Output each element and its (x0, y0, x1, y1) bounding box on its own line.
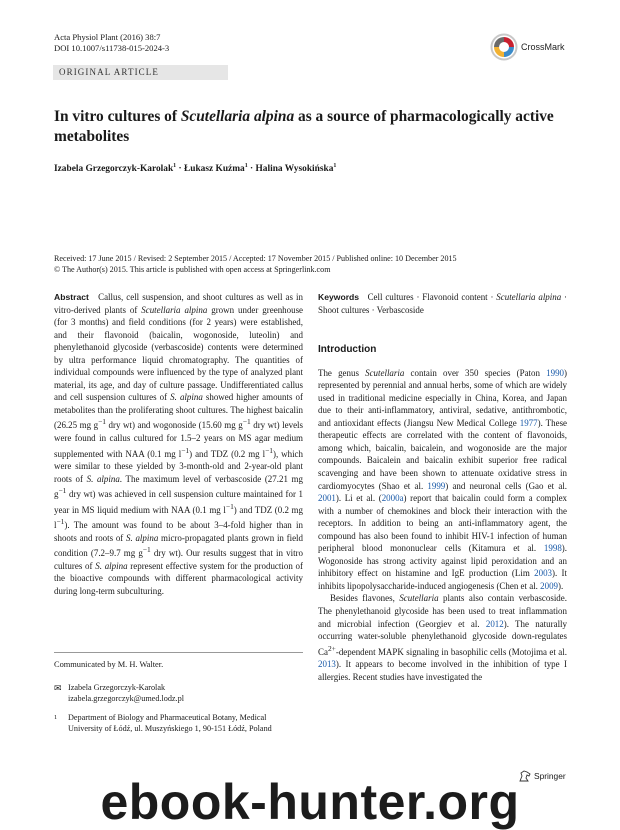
communicated-by: Communicated by M. H. Walter. (54, 660, 164, 669)
citation-link[interactable]: 1990 (546, 367, 565, 378)
footnote-divider (54, 652, 303, 653)
citation-link[interactable]: 2001 (318, 493, 336, 504)
author-name[interactable]: Izabela Grzegorczyk-Karolak (54, 164, 174, 175)
envelope-icon: ✉ (54, 683, 62, 693)
intro-paragraph: The genus Scutellaria contain over 350 species (Paton 1990) represented by perennial and annual herbs, some of which are widely used in traditional medicine especially in China, Korea, and Japan due to their anti-inflammatory, antiviral, sedative, antithrombotic, and antioxidant effects (Jiangsu New Medical College 1977). These therapeutic effects are correlated with the content of flavonoids, among which, baicalin, baicalein, and wogonoside are the major compounds. Baicalein and baicalin exhibit superior free radical scavenging and have been shown to attenuate oxidative stress in cardiomyocytes (Shao et al. 1999) and neuronal cells (Gao et al. 2001). Li et al. (2000a) report that baicalin could form a complex with a number of chemokines and block their interaction with the receptors. In addition to being an anti-inflammatory agent, the compound has also been found to inhibit HIV-1 infection of human peripheral blood mononuclear cells (Kitamura et al. 1998). Wogonoside has strong activity against lipid peroxidation and an inhibitory effect on histamine and IgE production (Lim 2003). It inhibits lipopolysaccharide-induced angiogenesis (Chen et al. 2009). (318, 367, 568, 591)
corresponding-author-name: Izabela Grzegorczyk-Karolak (68, 683, 166, 692)
author-name[interactable]: Łukasz Kuźma (184, 164, 245, 175)
citation-link[interactable]: 2003 (534, 568, 552, 579)
citation-link[interactable]: 2009 (540, 580, 559, 591)
citation-link[interactable]: 2013 (318, 659, 336, 670)
email-link[interactable]: izabela.grzegorczyk@umed.lodz.pl (68, 693, 184, 703)
citation-link[interactable]: 1977 (519, 417, 538, 428)
crossmark-icon (490, 33, 518, 61)
introduction-heading: Introduction (318, 344, 377, 356)
citation-link[interactable]: 1999 (427, 480, 446, 491)
journal-line: Acta Physiol Plant (2016) 38:7 (54, 32, 161, 42)
crossmark-badge[interactable] (490, 32, 600, 62)
abstract: Abstract Callus, cell suspension, and shoot cultures as well as in vitro-derived plants of Scutellaria alpina grown under greenhouse (for 3 months) and field conditions (for 2 years) were established, and their flavonoid (baicalin, wogonoside, luteolin) and phenylethanoid glycoside (verbascoside) contents were determined by ultra performance liquid chromatography. The quantities of individual compounds were influenced by the type of analyzed plant material, its age, and day of culture passage. Undifferentiated callus and cell suspension cultures of S. alpina showed higher amounts of metabolites than the proliferating shoot cultures. The highest baicalin (26.25 mg $g^{-1}$ dry wt) and wogonoside (15.60 mg $g^{-1}$ dry wt) levels were found in callus cultured for 1.5–2 years on MS agar medium supplemented with NAA (0.1 mg $l^{-1}$) and TDZ (0.2 mg $l^{-1}$), which were similar to these yielded by 3-month-old and 2-year-old plant roots of S. alpina. The maximum level of verbascoside (27.21 mg $g^{-1}$ dry wt) was achieved in cell suspension culture maintained for 1 year in MS liquid medium with NAA (0.1 mg $l^{-1}$) and TDZ (0.2 mg $l^{-1}$). The amount was found to be about 3–4-fold higher than in shoots and roots of S. alpina micro-propagated plants grown in field condition (7.2–9.7 mg $g^{-1}$ dry wt). Our results suggest that in vitro cultures of S. alpina represent effective system for the production of the bioactive compounds with different pharmacological activity during long-term subculturing. (54, 292, 304, 596)
author-name[interactable]: Halina Wysokińska (255, 164, 334, 175)
article-title: In vitro cultures of Scutellaria alpina as a source of pharmacologically active metabolites (54, 108, 554, 145)
abstract-label: Abstract (54, 292, 89, 302)
publication-history: Received: 17 June 2015 / Revised: 2 September 2015 / Accepted: 17 November 2015 / Published online: 10 December 2015 © The Author(s) 2015. This article is published with open access at Springerlink.com (54, 254, 457, 274)
intro-paragraph: Besides flavones, Scutellaria plants also contain verbascoside. The phenylethanoid glycoside has been used to treat inflammation and microbial infection (Georgiev et al. 2012). The naturally occurring water-soluble phenylethanoid glycoside down-regulates $Ca^{2+}$-dependent MAPK signaling in basophilic cells (Motojima et al. 2013). It appears to become involved in the inhibition of type I allergies. Recent studies have investigated the (318, 593, 567, 682)
springer-logo: Springer (518, 770, 566, 782)
author-list: Izabela Grzegorczyk-Karolak$^1$ · Łukasz Kuźma$^1$ · Halina Wysokińska$^1$ (54, 163, 337, 175)
citation-link[interactable]: 2000a (381, 493, 404, 504)
doi-line[interactable]: DOI 10.1007/s11738-015-2024-3 (54, 43, 170, 53)
keywords: Keywords Cell cultures · Flavonoid content · Scutellaria alpina · Shoot cultures · Verbascoside (318, 292, 568, 315)
crossmark-label: CrossMark (521, 42, 565, 52)
journal-citation (54, 32, 169, 54)
watermark: ebook-hunter.org (100, 774, 520, 830)
article-type-banner: ORIGINAL ARTICLE (53, 65, 228, 80)
citation-link[interactable]: 2012 (485, 618, 504, 629)
citation-link[interactable]: 1998 (543, 543, 562, 554)
right-column (318, 291, 567, 683)
